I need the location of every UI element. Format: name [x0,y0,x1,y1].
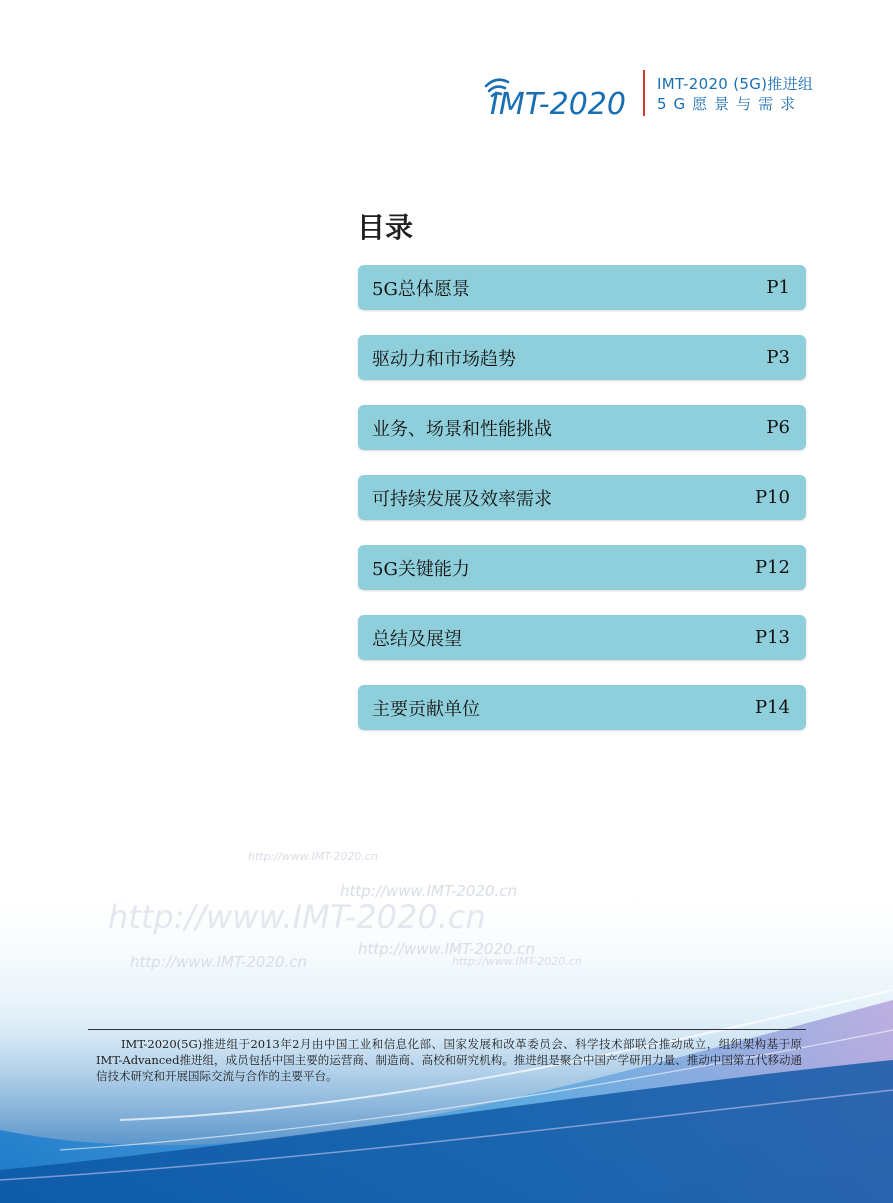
toc-item-label: 主要贡献单位 [372,698,480,720]
toc-item-label: 总结及展望 [372,628,462,650]
watermark-url: http://www.IMT-2020.cn [130,953,308,971]
toc-item-4[interactable] [358,475,806,520]
toc-item-page: P10 [754,487,790,508]
watermark-url: http://www.IMT-2020.cn [452,955,582,968]
header-divider [643,70,645,116]
header-title-line2: 5G愿景与需求 [657,95,803,113]
toc-item-7[interactable] [358,685,806,730]
watermark-url: http://www.IMT-2020.cn [108,898,486,936]
toc-item-page: P6 [766,417,790,438]
watermark-url: http://www.IMT-2020.cn [248,850,378,863]
logo-wordmark: IMT-2020 [490,87,626,122]
toc-item-label: 业务、场景和性能挑战 [372,418,552,440]
header-title [657,74,813,114]
toc-item-page: P1 [766,277,790,298]
toc-item-6[interactable] [358,615,806,660]
toc-item-3[interactable] [358,405,806,450]
toc-item-label: 5G关键能力 [372,558,470,580]
header-title-line1: IMT-2020 (5G)推进组 [657,75,814,93]
toc-item-2[interactable] [358,335,806,380]
toc-list [358,265,806,755]
toc-item-label: 5G总体愿景 [372,278,470,300]
footer-divider [88,1029,806,1030]
toc-item-page: P13 [754,627,790,648]
toc-item-1[interactable] [358,265,806,310]
toc-item-5[interactable] [358,545,806,590]
toc-item-page: P3 [766,347,790,368]
toc-item-page: P14 [754,697,790,718]
toc-item-label: 可持续发展及效率需求 [372,488,552,510]
imt-2020-logo [480,68,640,124]
toc-item-label: 驱动力和市场趋势 [372,348,516,370]
toc-heading: 目录 [357,211,414,244]
watermark-url: http://www.IMT-2020.cn [358,940,536,958]
toc-item-page: P12 [754,557,790,578]
watermark-url: http://www.IMT-2020.cn [340,882,518,900]
footer-note: IMT-2020(5G)推进组于2013年2月由中国工业和信息化部、国家发展和改革委员会、科学技术部联合推动成立，组织架构基于原IMT-Advanced推进组，成员包括中国主要的运营商、制造商、高校和研究机构。推进组是聚合中国产学研用力量、推动中国第五代移动通信技术研究和开展国际交流与合作的主要平台。 [96,1037,802,1083]
